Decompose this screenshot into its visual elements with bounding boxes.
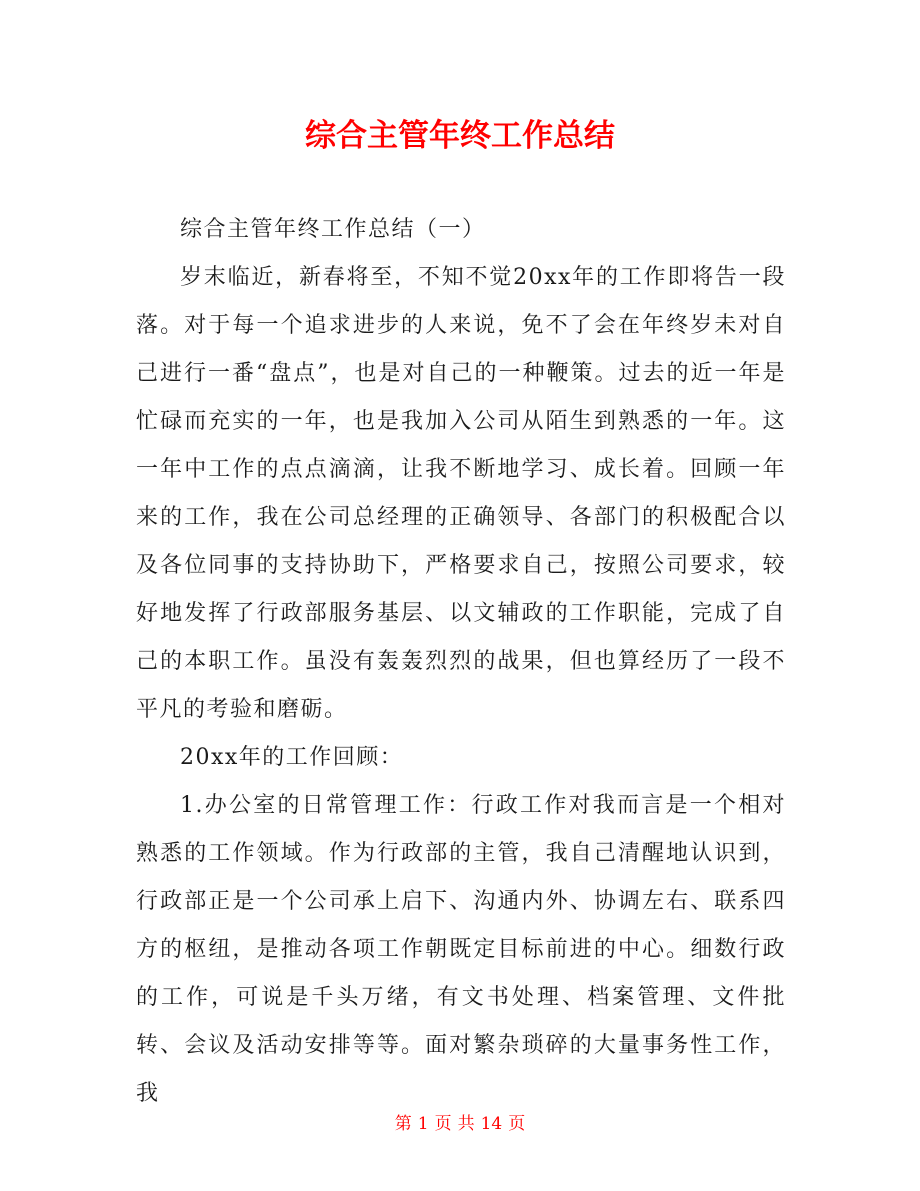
total-prefix: 共 [457, 1114, 475, 1134]
page-unit: 页 [434, 1114, 452, 1134]
current-page-number: 1 [417, 1114, 429, 1134]
document-body [136, 206, 786, 1118]
body-paragraph: 岁末临近，新春将至，不知不觉20xx年的工作即将告一段落。对于每一个追求进步的人来说，免不了会在年终岁未对自己进行一番“盘点”，也是对自己的一种鞭策。过去的近一年是忙碌而充实的一年，也是我加入公司从陌生到熟悉的一年。这一年中工作的点点滴滴，让我不断地学习、成长着。回顾一年来的工作，我在公司总经理的正确领导、各部门的积极配合以及各位同事的支持协助下，严格要求自己，按照公司要求，较好地发挥了行政部服务基层、以文辅政的工作职能，完成了自己的本职工作。虽没有轰轰烈烈的战果，但也算经历了一段不平凡的考验和磨砺。 [136, 265, 786, 722]
section-heading: 综合主管年终工作总结（一） [180, 217, 486, 242]
page-prefix: 第 [394, 1114, 412, 1134]
page-number-footer [0, 1112, 920, 1136]
body-paragraph: 1.办公室的日常管理工作：行政工作对我而言是一个相对熟悉的工作领域。作为行政部的主管，我自己清醒地认识到，行政部正是一个公司承上启下、沟通内外、协调左右、联系四方的枢纽，是推动各项工作朝既定目标前进的中心。细数行政的工作，可说是千头万绪，有文书处理、档案管理、文件批转、会议及活动安排等等。面对繁杂琐碎的大量事务性工作，我 [136, 793, 786, 1106]
section-heading: 20xx年的工作回顾： [180, 745, 404, 770]
total-page-count: 14 [480, 1114, 503, 1134]
total-unit: 页 [508, 1114, 526, 1134]
document-title: 综合主管年终工作总结 [305, 118, 615, 154]
